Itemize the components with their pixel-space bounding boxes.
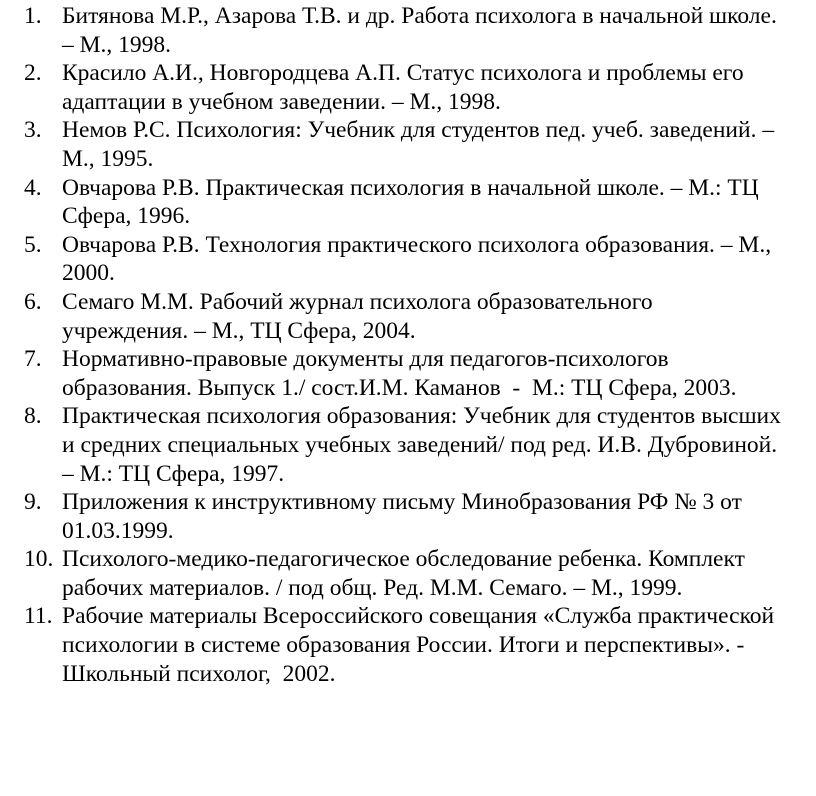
reference-item xyxy=(24,116,816,173)
reference-item xyxy=(24,174,816,231)
reference-text-line: рабочих материалов. / под общ. Ред. М.М. Семаго. – М., 1999. xyxy=(62,574,683,601)
reference-text-line: образования. Выпуск 1./ сост.И.М. Каманов - М.: ТЦ Сфера, 2003. xyxy=(62,374,737,401)
reference-text-line: – М., 1998. xyxy=(62,31,172,58)
reference-text-line: Семаго М.М. Рабочий журнал психолога образовательного xyxy=(62,288,653,315)
reference-text-line: Битянова М.Р., Азарова Т.В. и др. Работа психолога в начальной школе. xyxy=(62,3,777,29)
reference-item xyxy=(24,402,816,488)
reference-text-line: Рабочие материалы Всероссийского совещания «Служба практической xyxy=(62,603,775,630)
reference-number: 3. xyxy=(24,117,42,144)
reference-number: 11. xyxy=(24,603,53,630)
reference-text-line: психологии в системе образования России. Итоги и перспективы». - xyxy=(62,632,745,659)
reference-number: 1. xyxy=(24,3,42,29)
reference-text-line: Овчарова Р.В. Технология практического психолога образования. – М., xyxy=(62,231,772,258)
reference-item xyxy=(24,2,816,59)
reference-number: 4. xyxy=(24,174,42,201)
reference-text-line: Сфера, 1996. xyxy=(62,203,191,230)
reference-item xyxy=(24,288,816,345)
reference-text-line: адаптации в учебном заведении. – М., 1998. xyxy=(62,88,501,115)
reference-number: 8. xyxy=(24,403,42,430)
reference-item xyxy=(24,59,816,116)
reference-text-line: М., 1995. xyxy=(62,145,154,172)
reference-text-line: Овчарова Р.В. Практическая психология в начальной школе. – М.: ТЦ xyxy=(62,174,759,201)
reference-text-line: и средних специальных учебных заведений/ под ред. И.В. Дубровиной. xyxy=(62,431,778,458)
reference-item xyxy=(24,231,816,288)
reference-text-line: Нормативно-правовые документы для педагогов-психологов xyxy=(62,346,669,373)
reference-number: 9. xyxy=(24,489,42,516)
document-page xyxy=(24,2,816,688)
reference-text-line: Школьный психолог, 2002. xyxy=(62,660,336,687)
reference-number: 5. xyxy=(24,231,42,258)
reference-item xyxy=(24,345,816,402)
reference-number: 7. xyxy=(24,346,42,373)
reference-text-line: Психолого-медико-педагогическое обследование ребенка. Комплект xyxy=(62,546,745,573)
reference-text-line: учреждения. – М., ТЦ Сфера, 2004. xyxy=(62,317,416,344)
reference-item xyxy=(24,602,816,688)
reference-number: 10. xyxy=(24,546,54,573)
reference-text-line: Практическая психология образования: Учебник для студентов высших xyxy=(62,403,781,430)
reference-number: 2. xyxy=(24,60,42,87)
reference-list xyxy=(24,2,816,688)
reference-text-line: 01.03.1999. xyxy=(62,517,174,544)
reference-item xyxy=(24,488,816,545)
reference-text-line: Приложения к инструктивному письму Минобразования РФ № 3 от xyxy=(62,489,742,516)
reference-item xyxy=(24,545,816,602)
reference-text-line: Немов Р.С. Психология: Учебник для студентов пед. учеб. заведений. – xyxy=(62,117,775,144)
reference-text-line: Красило А.И., Новгородцева А.П. Статус психолога и проблемы его xyxy=(62,60,744,87)
reference-text-line: – М.: ТЦ Сфера, 1997. xyxy=(62,460,285,487)
reference-number: 6. xyxy=(24,288,42,315)
reference-text-line: 2000. xyxy=(62,260,115,287)
